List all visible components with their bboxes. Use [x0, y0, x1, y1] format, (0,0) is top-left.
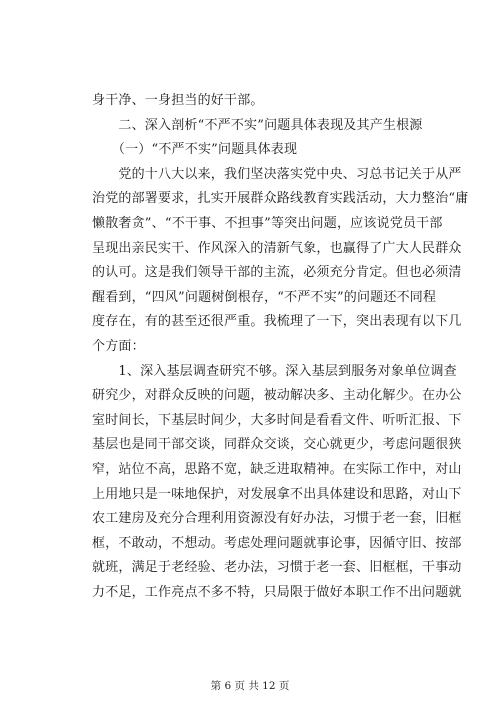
text-line: 二、深入剖析“不严不实”问题具体表现及其产生根源: [92, 117, 423, 133]
section-heading: [92, 114, 423, 139]
text-line: 上用地只是一味地保护，对发展拿不出具体建设和思路，对山下: [92, 486, 462, 502]
text-line: 力不足，工作亮点不多不特，只局限于做好本职工作不出问题就: [92, 584, 462, 600]
text-line: （一）“不严不实”问题具体表现: [92, 142, 298, 158]
text-line: 身干净、一身担当的好干部。: [92, 93, 264, 108]
text-line: 1、深入基层调查研究不够。深入基层到服务对象单位调查: [92, 363, 457, 379]
text-line: 室时间长，下基层时间少，大多时间是看看文件、听听汇报、下: [92, 412, 462, 428]
document-body: [92, 89, 469, 605]
paragraph-item-1: [92, 360, 462, 606]
text-line: 个方面：: [92, 338, 145, 354]
paragraph-overview: [92, 163, 469, 360]
text-line: 农工建房及充分合理利用资源没有好办法，习惯于老一套，旧框: [92, 511, 462, 527]
paragraph-continuation: [92, 89, 410, 114]
text-line: 基层也是同干部交谈，同群众交谈，交心就更少，考虑问题很狭: [92, 437, 462, 453]
page-number-footer: 第 6 页 共 12 页: [210, 680, 290, 692]
subsection-heading: [92, 138, 410, 163]
text-line: 治党的部署要求，扎实开展群众路线教育实践活动，大力整治“庸: [92, 191, 469, 207]
text-line: 研究少，对群众反映的问题，被动解决多、主动化解少。在办公: [92, 388, 462, 404]
text-line: 度存在，有的甚至还很严重。我梳理了一下，突出表现有以下几: [92, 314, 462, 330]
text-line: 呈现出亲民实干、作风深入的清新气象，也赢得了广大人民群众: [92, 240, 462, 256]
text-line: 框，不敢动，不想动。考虑处理问题就事论事，因循守旧、按部: [92, 535, 462, 551]
text-line: 懒散奢贪”、“不干事、不担事”等突出问题，应该说党员干部: [92, 215, 443, 231]
text-line: 窄，站位不高，思路不宽，缺乏进取精神。在实际工作中，对山: [92, 461, 462, 477]
text-line: 就班，满足于老经验、老办法，习惯于老一套、旧框框，干事动: [92, 560, 462, 576]
text-line: 党的十八大以来，我们坚决落实党中央、习总书记关于从严: [92, 166, 462, 182]
text-line: 的认可。这是我们领导干部的主流，必须充分肯定。但也必须清: [92, 265, 462, 281]
text-line: 醒看到，“四风”问题树倒根存，“不严不实”的问题还不同程: [92, 289, 437, 305]
